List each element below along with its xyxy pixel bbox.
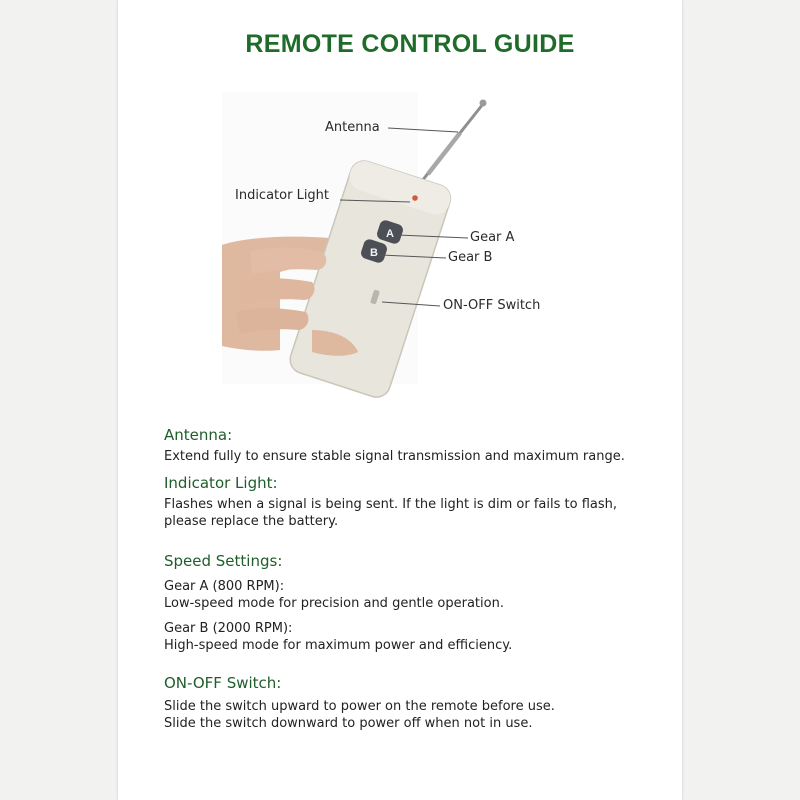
- callout-antenna: Antenna: [325, 120, 380, 135]
- gear-a-text: Low-speed mode for precision and gentle operation.: [164, 596, 504, 611]
- gear-b-button-label: B: [370, 247, 378, 259]
- callout-on-off-switch: ON-OFF Switch: [443, 298, 541, 313]
- callout-gear-b: Gear B: [448, 250, 493, 265]
- antenna-text: Extend fully to ensure stable signal transmission and maximum range.: [164, 449, 625, 464]
- indicator-text-line1: Flashes when a signal is being sent. If the light is dim or fails to flash,: [164, 497, 617, 512]
- indicator-text-line2: please replace the battery.: [164, 514, 339, 529]
- callout-gear-a: Gear A: [470, 230, 515, 245]
- gear-b-text: High-speed mode for maximum power and efficiency.: [164, 638, 513, 653]
- page-title: REMOTE CONTROL GUIDE: [245, 30, 575, 58]
- antenna-icon: [418, 100, 487, 187]
- gear-a-title: Gear A (800 RPM):: [164, 579, 285, 594]
- gear-b-title: Gear B (2000 RPM):: [164, 621, 293, 636]
- switch-text-line1: Slide the switch upward to power on the remote before use.: [164, 699, 555, 714]
- switch-heading: ON-OFF Switch:: [164, 674, 282, 692]
- speed-heading: Speed Settings:: [164, 552, 283, 570]
- gear-a-button-label: A: [386, 228, 394, 240]
- indicator-light-icon: [412, 195, 418, 201]
- antenna-heading: Antenna:: [164, 426, 233, 444]
- callout-indicator-light: Indicator Light: [235, 188, 330, 203]
- indicator-heading: Indicator Light:: [164, 474, 278, 492]
- switch-text-line2: Slide the switch downward to power off when not in use.: [164, 716, 533, 731]
